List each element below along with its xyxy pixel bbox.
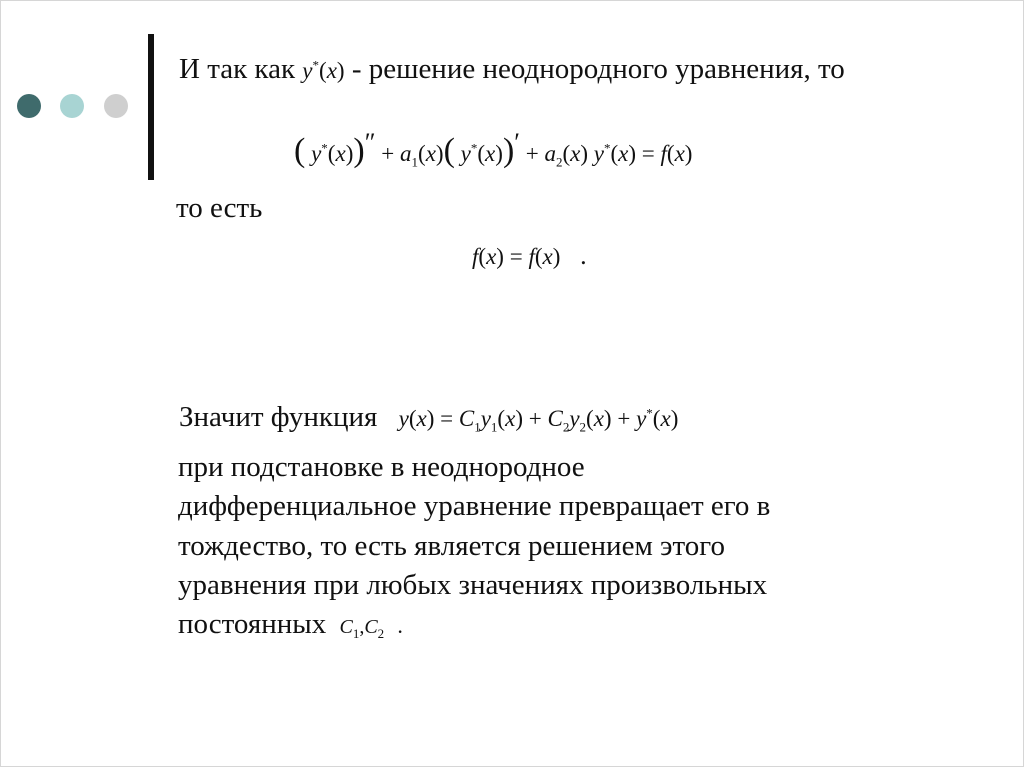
paragraph-line-5 [178, 606, 403, 644]
decor-dot-teal [60, 94, 84, 118]
intro-prefix: И так как [179, 53, 296, 85]
formula-general-solution: $y(x) = C_1y_1(x) + C_2y_2(x) + y^*(x)$ [398, 405, 679, 435]
intro-line [179, 51, 845, 87]
paragraph-line-3: тождество, то есть является решением этого [178, 530, 725, 562]
decor-dot-dark [17, 94, 41, 118]
decor-vertical-bar [148, 34, 154, 180]
to-est-label: то есть [176, 192, 263, 224]
paragraph-line-2: дифференциальное уравнение превращает его в [178, 490, 771, 522]
paragraph-line-4: уравнения при любых значениях произвольных [178, 569, 768, 601]
intro-suffix: - решение неоднородного уравнения, то [351, 53, 845, 85]
decor-dot-gray [104, 94, 128, 118]
paragraph-line-1: при подстановке в неоднородное [178, 451, 585, 483]
formula-y-star: y*(x) [302, 57, 345, 83]
identity-period: . [580, 241, 587, 270]
formula-constants: $C_1,C_2$ [339, 616, 385, 641]
formula-substitution: ( $y^*(x))'' + a_1(x)$( $y^*(x))' + a_2(x) y^*(x) = f(x)$ [294, 128, 693, 170]
formula-identity: f(x) = f(x) . [472, 241, 587, 270]
constants-period: . [397, 613, 403, 638]
znachit-line [179, 399, 678, 435]
znachit-label: Значит функция [179, 401, 378, 433]
paragraph-line-5-text: постоянных [178, 608, 327, 640]
